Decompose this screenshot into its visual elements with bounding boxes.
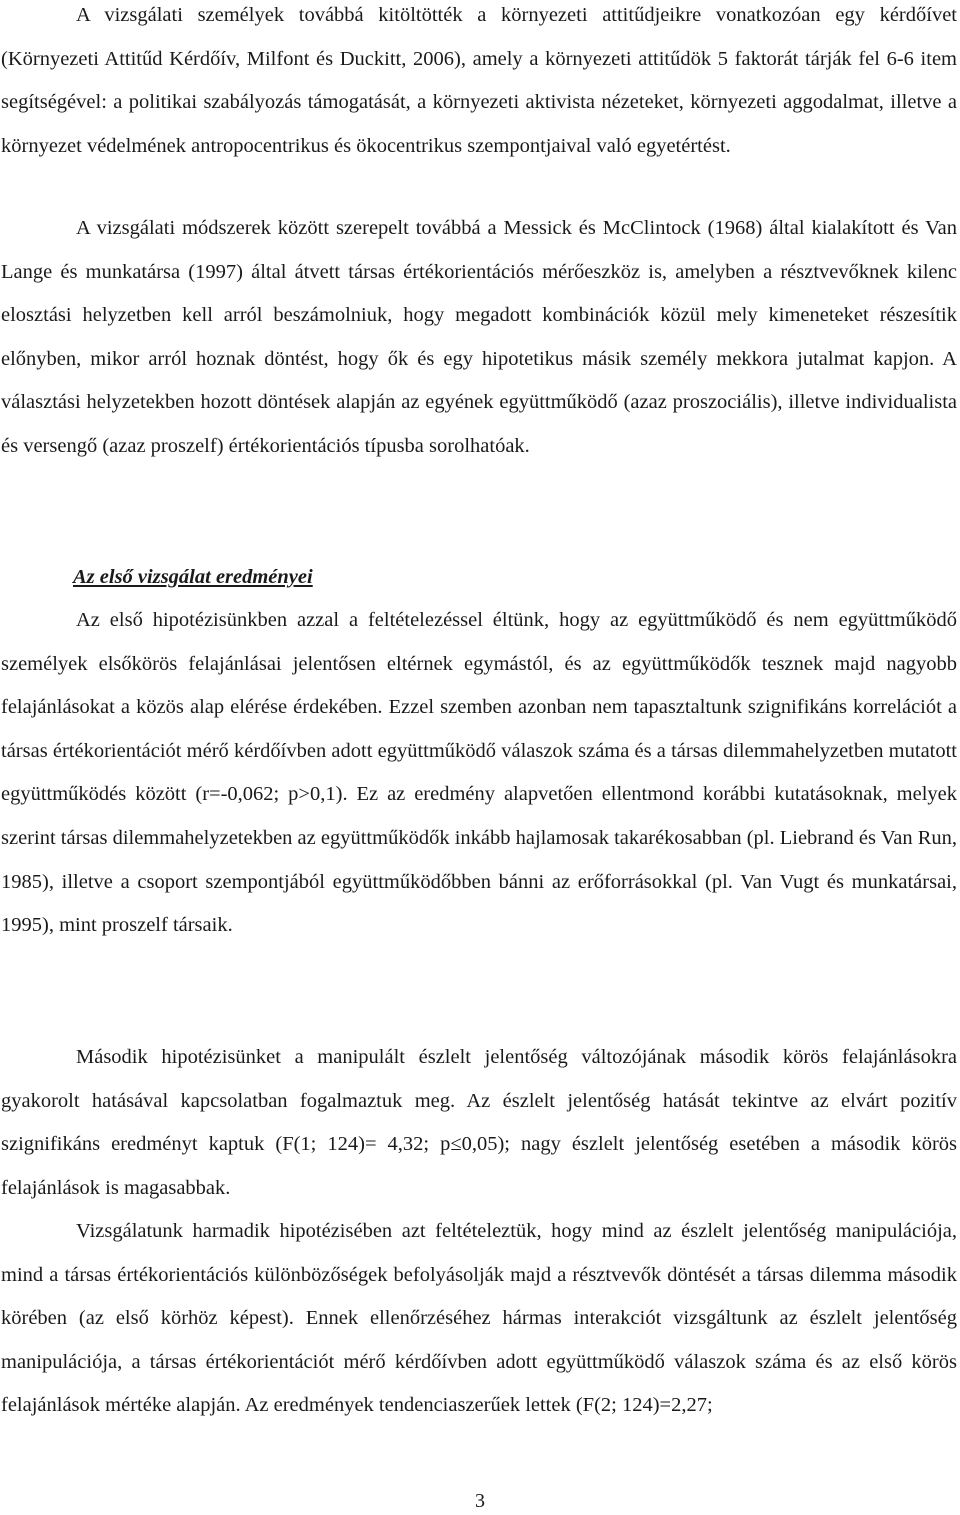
paragraph-text: Vizsgálatunk harmadik hipotézisében azt feltételeztük, hogy mind az észlelt jelentőség manipulációja, mind a társas értékorientációs különbözőségek befolyásolják majd a résztvevők döntését a társas dilemma második körében (az első körhöz képest). Ennek ellenőrzéséhez hármas interakciót vizsgáltunk az észlelt jelentőség manipulációja, a társas értékorientációt mérő kérdőívben adott együttműködő válaszok száma és az első körös felajánlások mértéke alapján. Az eredmények tendenciaszerűek lettek (F(2; 124)=2,27; bbox=[1, 1220, 957, 1417]
paragraph-methods bbox=[1, 207, 957, 469]
paragraph-text: Az első hipotézisünkben azzal a feltételezéssel éltünk, hogy az együttműködő és nem együttműködő személyek elsőkörös felajánlásai jelentősen eltérnek egymástól, és az együttműködők tesznek majd nagyobb felajánlásokat a közös alap elérése érdekében. Ezzel szemben azonban nem tapasztaltunk szignifikáns korrelációt a társas értékorientációt mérő kérdőívben adott együttműködő válaszok száma és a társas dilemmahelyzetben mutatott együttműködés között (r=-0,062; p>0,1). Ez az eredmény alapvetően ellentmond korábbi kutatásoknak, melyek szerint társas dilemmahelyzetekben az együttműködők inkább hajlamosak takarékosabban (pl. Liebrand és Van Run, 1985), illetve a csoport szempontjából együttműködőbben bánni az erőforrásokkal (pl. Van Vugt és munkatársai, 1995), mint proszelf társaik. bbox=[1, 609, 957, 937]
page-number: 3 bbox=[475, 1490, 485, 1512]
paragraph-text: Második hipotézisünket a manipulált észlelt jelentőség változójának második körös felajánlásokra gyakorolt hatásával kapcsolatban fogalmaztuk meg. Az észlelt jelentőség hatását tekintve az elvárt pozitív szignifikáns eredményt kaptuk (F(1; 124)= 4,32; p≤0,05); nagy észlelt jelentőség esetében a második körös felajánlások is magasabbak. bbox=[1, 1046, 957, 1199]
paragraph-second-hypothesis bbox=[1, 1036, 957, 1210]
paragraph-text: A vizsgálati módszerek között szerepelt továbbá a Messick és McClintock (1968) által kialakított és Van Lange és munkatársa (1997) által átvett társas értékorientációs mérőeszköz is, amelyben a résztvevőknek kilenc elosztási helyzetben kell arról beszámolniuk, hogy megadott kombinációk közül mely kimeneteket részesítik előnyben, mikor arról hoznak döntést, hogy ők és egy hipotetikus másik személy mekkora jutalmat kapjon. A választási helyzetekben hozott döntések alapján az egyének együttműködő (azaz proszociális), illetve individualista és versengő (azaz proszelf) értékorientációs típusba sorolhatóak. bbox=[1, 217, 957, 457]
paragraph-first-hypothesis bbox=[1, 599, 957, 948]
section-heading: Az első vizsgálat eredményei bbox=[73, 566, 313, 588]
paragraph-text: A vizsgálati személyek továbbá kitöltötték a környezeti attitűdjeikre vonatkozóan egy kérdőívet (Környezeti Attitűd Kérdőív, Milfont és Duckitt, 2006), amely a környezeti attitűdök 5 faktorát tárják fel 6-6 item segítségével: a politikai szabályozás támogatását, a környezeti aktivista nézeteket, környezeti aggodalmat, illetve a környezet védelmének antropocentrikus és ökocentrikus szempontjaival való egyetértést. bbox=[1, 4, 957, 157]
paragraph-third-hypothesis bbox=[1, 1210, 957, 1428]
paragraph-environmental-attitudes bbox=[1, 0, 957, 168]
